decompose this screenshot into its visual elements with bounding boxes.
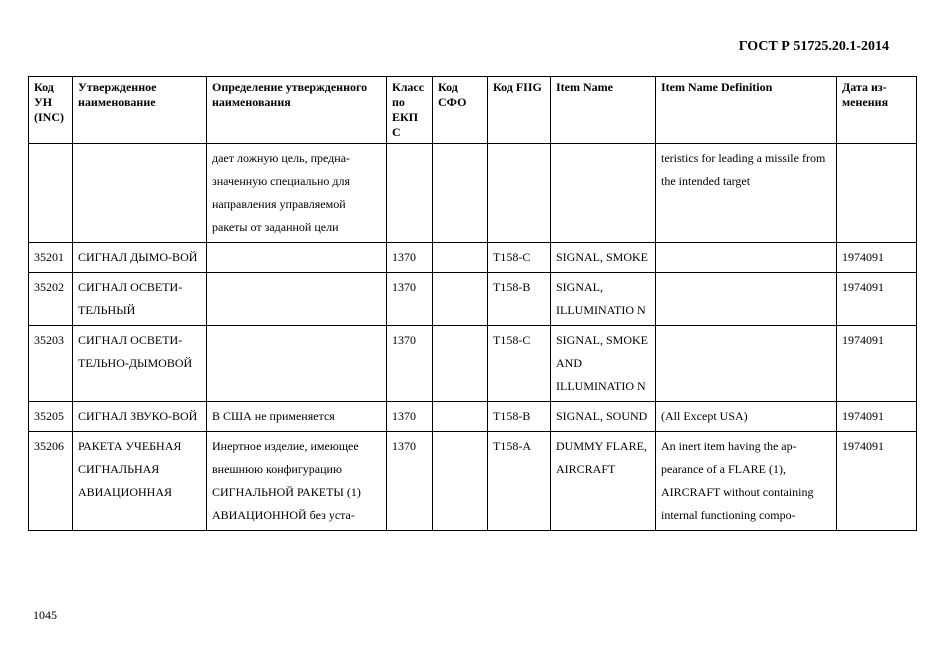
- cell-inc: 35205: [29, 402, 73, 432]
- cell-inc: 35202: [29, 273, 73, 326]
- col-header-class: Класс по ЕКП С: [387, 77, 433, 144]
- cell-definition: Инертное изделие, имеющее внешнюю конфигурацию СИГНАЛЬНОЙ РАКЕТЫ (1) АВИАЦИОННОЙ без уста-: [207, 432, 387, 531]
- cell-fiig: T158-C: [488, 326, 551, 402]
- cell-inc: [29, 144, 73, 243]
- cell-sfo: [433, 432, 488, 531]
- cell-name: СИГНАЛ ДЫМО-ВОЙ: [73, 243, 207, 273]
- cell-item-name: DUMMY FLARE, AIRCRAFT: [551, 432, 656, 531]
- cell-item-name: SIGNAL, SMOKE: [551, 243, 656, 273]
- cell-name: РАКЕТА УЧЕБНАЯ СИГНАЛЬНАЯ АВИАЦИОННАЯ: [73, 432, 207, 531]
- table-header-row: [29, 77, 917, 144]
- cell-class: 1370: [387, 326, 433, 402]
- cell-item-name: SIGNAL, SMOKE AND ILLUMINATIO N: [551, 326, 656, 402]
- cell-date: 1974091: [837, 402, 917, 432]
- document-id: ГОСТ Р 51725.20.1-2014: [738, 39, 889, 54]
- table-row: [29, 144, 917, 243]
- cell-item-def: An inert item having the ap-pearance of a FLARE (1), AIRCRAFT without containing internal functioning compo-: [656, 432, 837, 531]
- col-header-item-def: Item Name Definition: [656, 77, 837, 144]
- cell-item-def: [656, 326, 837, 402]
- cell-item-name: SIGNAL, SOUND: [551, 402, 656, 432]
- cell-item-def: teristics for leading a missile from the intended target: [656, 144, 837, 243]
- cell-fiig: T158-A: [488, 432, 551, 531]
- cell-date: 1974091: [837, 432, 917, 531]
- cell-class: 1370: [387, 243, 433, 273]
- cell-item-def: [656, 243, 837, 273]
- cell-fiig: [488, 144, 551, 243]
- col-header-item-name: Item Name: [551, 77, 656, 144]
- table-row: [29, 273, 917, 326]
- cell-class: [387, 144, 433, 243]
- col-header-name: Утвержденное наименование: [73, 77, 207, 144]
- cell-fiig: T158-B: [488, 273, 551, 326]
- cell-sfo: [433, 144, 488, 243]
- table-row: [29, 326, 917, 402]
- cell-sfo: [433, 402, 488, 432]
- cell-definition: дает ложную цель, предна-значенную специально для направления управляемой ракеты от заданной цели: [207, 144, 387, 243]
- cell-class: 1370: [387, 273, 433, 326]
- table-row: [29, 432, 917, 531]
- col-header-date: Дата из-менения: [837, 77, 917, 144]
- cell-definition: [207, 243, 387, 273]
- cell-date: 1974091: [837, 273, 917, 326]
- cell-date: 1974091: [837, 326, 917, 402]
- col-header-inc: Код УН (INC): [29, 77, 73, 144]
- cell-sfo: [433, 273, 488, 326]
- cell-date: 1974091: [837, 243, 917, 273]
- col-header-definition: Определение утвержденного наименования: [207, 77, 387, 144]
- table-row: [29, 243, 917, 273]
- cell-name: [73, 144, 207, 243]
- cell-item-def: (All Except USA): [656, 402, 837, 432]
- cell-definition: В США не применяется: [207, 402, 387, 432]
- cell-sfo: [433, 243, 488, 273]
- cell-fiig: T158-B: [488, 402, 551, 432]
- cell-date: [837, 144, 917, 243]
- cell-name: СИГНАЛ ОСВЕТИ-ТЕЛЬНЫЙ: [73, 273, 207, 326]
- table-row: [29, 402, 917, 432]
- cell-fiig: T158-C: [488, 243, 551, 273]
- cell-class: 1370: [387, 432, 433, 531]
- cell-name: СИГНАЛ ОСВЕТИ-ТЕЛЬНО-ДЫМОВОЙ: [73, 326, 207, 402]
- cell-inc: 35201: [29, 243, 73, 273]
- cell-item-def: [656, 273, 837, 326]
- cell-class: 1370: [387, 402, 433, 432]
- col-header-sfo: Код СФО: [433, 77, 488, 144]
- cell-inc: 35203: [29, 326, 73, 402]
- col-header-fiig: Код FIIG: [488, 77, 551, 144]
- catalog-table: [28, 76, 917, 531]
- cell-inc: 35206: [29, 432, 73, 531]
- cell-sfo: [433, 326, 488, 402]
- cell-name: СИГНАЛ ЗВУКО-ВОЙ: [73, 402, 207, 432]
- cell-item-name: SIGNAL, ILLUMINATIO N: [551, 273, 656, 326]
- cell-item-name: [551, 144, 656, 243]
- cell-definition: [207, 326, 387, 402]
- page-number: 1045: [33, 608, 57, 622]
- cell-definition: [207, 273, 387, 326]
